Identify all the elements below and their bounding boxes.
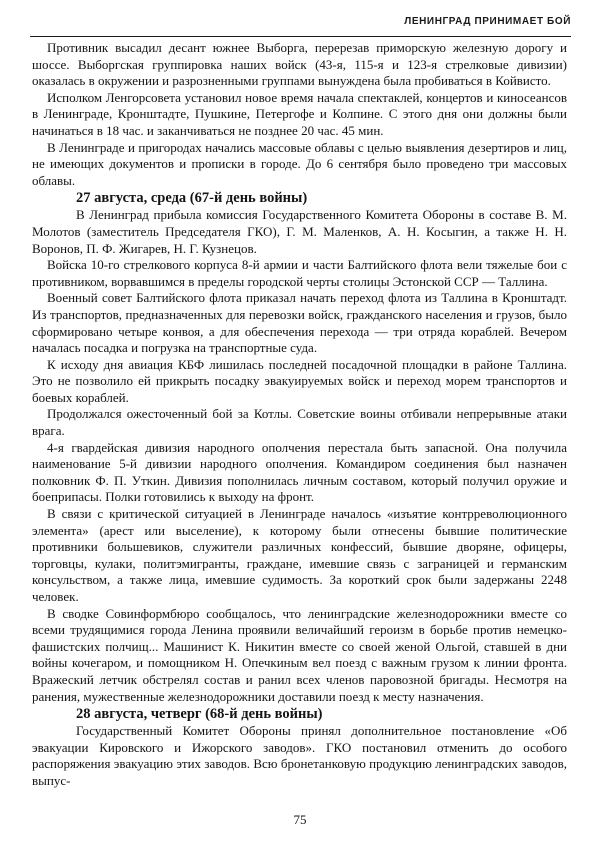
paragraph: В Ленинграде и пригородах начались массовые облавы с целью выявления дезертиров и лиц, не имеющих документов и прописки в городе. До 6 сентября было проведено три массовых облавы. (32, 139, 567, 188)
paragraph: Войска 10-го стрелкового корпуса 8-й армии и части Балтийского флота вели тяжелые бои с противником, ворвавшимся в пределы городской черты столицы Эстонской ССР — Таллина. (32, 257, 567, 289)
page-body (32, 40, 567, 805)
paragraph: Военный совет Балтийского флота приказал начать переход флота из Таллина в Кронштадт. Из транспортов, предназначенных для перевозки войск, гражданского населения и грузов, было сформировано четыре конвоя, а для обеспечения перехода — три отряда кораблей. Вечером началась посадка и погрузка на транспортные суда. (32, 290, 567, 356)
paragraph: Исполком Ленгорсовета установил новое время начала спектаклей, концертов и киносеансов в Ленинграде, Кронштадте, Пушкине, Петергофе и Колпине. С этого дня они должны были начинаться в 18 час. и заканчиваться не позднее 20 час. 45 мин. (32, 89, 567, 138)
paragraph: К исходу дня авиация КБФ лишилась последней посадочной площадки в районе Таллина. Это не позволило ей прикрыть посадку эвакуируемых войск и переход морем транспортов и боевых кораблей. (32, 356, 567, 405)
page-number: 75 (293, 812, 307, 827)
paragraph: Противник высадил десант южнее Выборга, перерезав приморскую железную дорогу и шоссе. Выборгская группировка наших войск (43-я, 115-я и 123-я стрелковые дивизии) оказалась в окружении и разрозненными группами вынуждена была пробиваться в Койвисто. (32, 40, 567, 89)
paragraph: 4-я гвардейская дивизия народного ополчения перестала быть запасной. Она получила наименование 5-й дивизии народного ополчения. Командиром соединения был назначен полковник Ф. П. Уткин. Дивизия пополнилась личным составом, который получил оружие и боеприпасы. Полки готовились к выходу на фронт. (32, 439, 567, 505)
paragraph: Государственный Комитет Обороны принял дополнительное постановление «Об эвакуации Кировского и Ижорского заводов». ГКО постановил отменить до особого распоряжения эвакуацию этих заводов. Всю бронетанковую продукцию ленинградских заводов, выпус- (32, 723, 567, 788)
paragraph: В Ленинград прибыла комиссия Государственного Комитета Обороны в составе В. М. Молотов (заместитель Председателя ГКО), Г. М. Маленков, А. Н. Косыгин, а также Н. Н. Воронов, П. Ф. Жигарев, Н. Г. Кузнецов. (32, 207, 567, 256)
section-heading-aug-28: 28 августа, четверг (68-й день войны) (76, 706, 323, 723)
paragraph: В сводке Совинформбюро сообщалось, что ленинградские железнодорожники вместе со всеми трудящимися города Ленина проявили величайший героизм в борьбе против немецко-фашистских полчищ... Машинист К. Никитин вместе со своей женой Ольгой, ставшей в дни войны кочегаром, и помощником Н. Опечкиным вел поезд с важным грузом к линии фронта. Вражеский летчик обстрелял состав и ранил всех членов паровозной бригады. Несмотря на ранения, мужественные железнодорожники доставили поезд к месту назначения. (32, 605, 567, 704)
paragraph: В связи с критической ситуацией в Ленинграде началось «изъятие контрреволюционного элемента» (арест или выселение), к которому были отнесены бывшие политические противники большевиков, служители различных конфессий, бывшие дворяне, офицеры, торговцы, кулаки, политэмигранты, граждане, имевшие связь с заграницей и германским консульством, а также лица, имевшие судимость. За короткий срок были задержаны 2248 человек. (32, 506, 567, 604)
section-heading-aug-27: 27 августа, среда (67-й день войны) (76, 190, 308, 207)
paragraph: Продолжался ожесточенный бой за Котлы. Советские воины отбивали непрерывные атаки врага. (32, 406, 567, 439)
running-title: ЛЕНИНГРАД ПРИНИМАЕТ БОЙ (404, 16, 571, 27)
running-header (30, 14, 571, 37)
